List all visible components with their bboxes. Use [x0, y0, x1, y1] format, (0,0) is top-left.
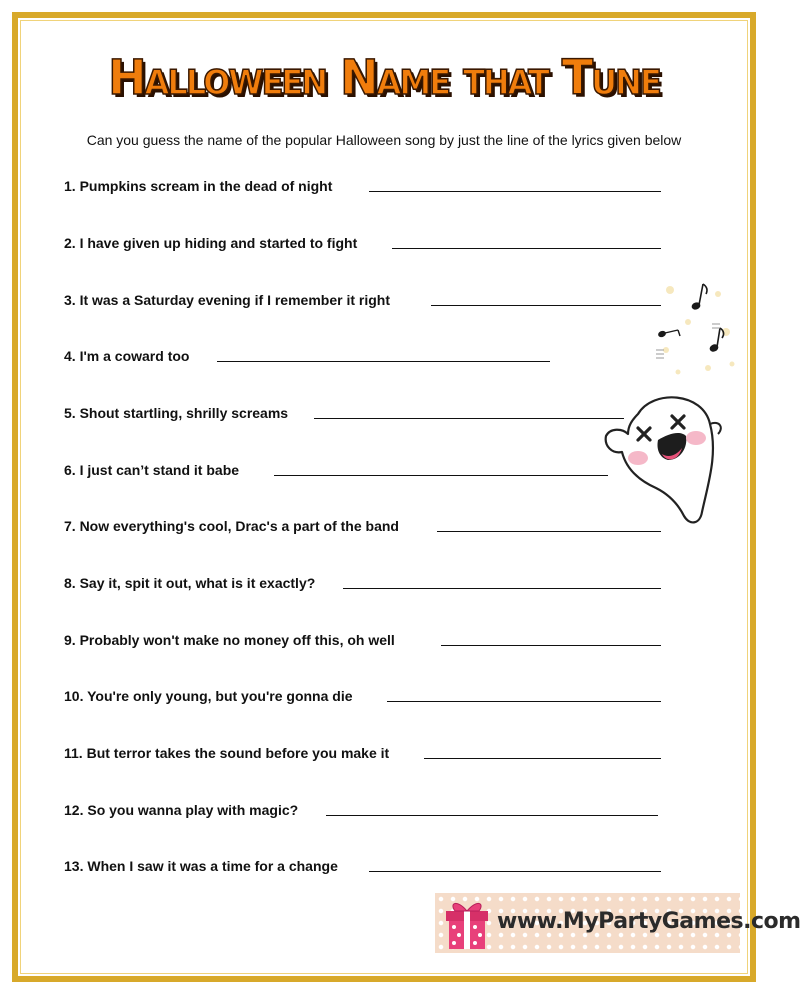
brand-url[interactable]: www.MyPartyGames.com [497, 909, 801, 934]
answer-line-5[interactable] [314, 418, 624, 419]
answer-line-3[interactable] [431, 305, 661, 306]
answer-line-10[interactable] [387, 701, 661, 702]
question-9: 9. Probably won't make no money off this, oh well [64, 632, 395, 648]
question-1: 1. Pumpkins scream in the dead of night [64, 178, 333, 194]
music-notes-icon [648, 272, 738, 382]
answer-line-12[interactable] [326, 815, 658, 816]
question-12: 12. So you wanna play with magic? [64, 802, 299, 818]
question-8: 8. Say it, spit it out, what is it exactly? [64, 575, 316, 591]
brand-banner[interactable] [435, 893, 801, 953]
answer-line-13[interactable] [369, 871, 661, 872]
answer-line-1[interactable] [369, 191, 661, 192]
question-10: 10. You're only young, but you're gonna die [64, 688, 353, 704]
instructions-text: Can you guess the name of the popular Halloween song by just the line of the lyrics given below [86, 132, 682, 148]
question-3: 3. It was a Saturday evening if I remember it right [64, 292, 390, 308]
page-title: Halloween Name that Tune [108, 48, 660, 106]
question-11: 11. But terror takes the sound before you make it [64, 745, 390, 761]
gift-box-icon [443, 897, 491, 951]
question-6: 6. I just can’t stand it babe [64, 462, 240, 478]
question-5: 5. Shout startling, shrilly screams [64, 405, 289, 421]
answer-line-2[interactable] [392, 248, 661, 249]
question-4: 4. I'm a coward too [64, 348, 190, 364]
question-2: 2. I have given up hiding and started to fight [64, 235, 358, 251]
answer-line-11[interactable] [424, 758, 661, 759]
answer-line-9[interactable] [441, 645, 661, 646]
question-7: 7. Now everything's cool, Drac's a part of the band [64, 518, 399, 534]
answer-line-8[interactable] [343, 588, 661, 589]
ghost-icon [598, 384, 726, 534]
question-13: 13. When I saw it was a time for a change [64, 858, 338, 874]
answer-line-6[interactable] [274, 475, 608, 476]
answer-line-4[interactable] [217, 361, 550, 362]
